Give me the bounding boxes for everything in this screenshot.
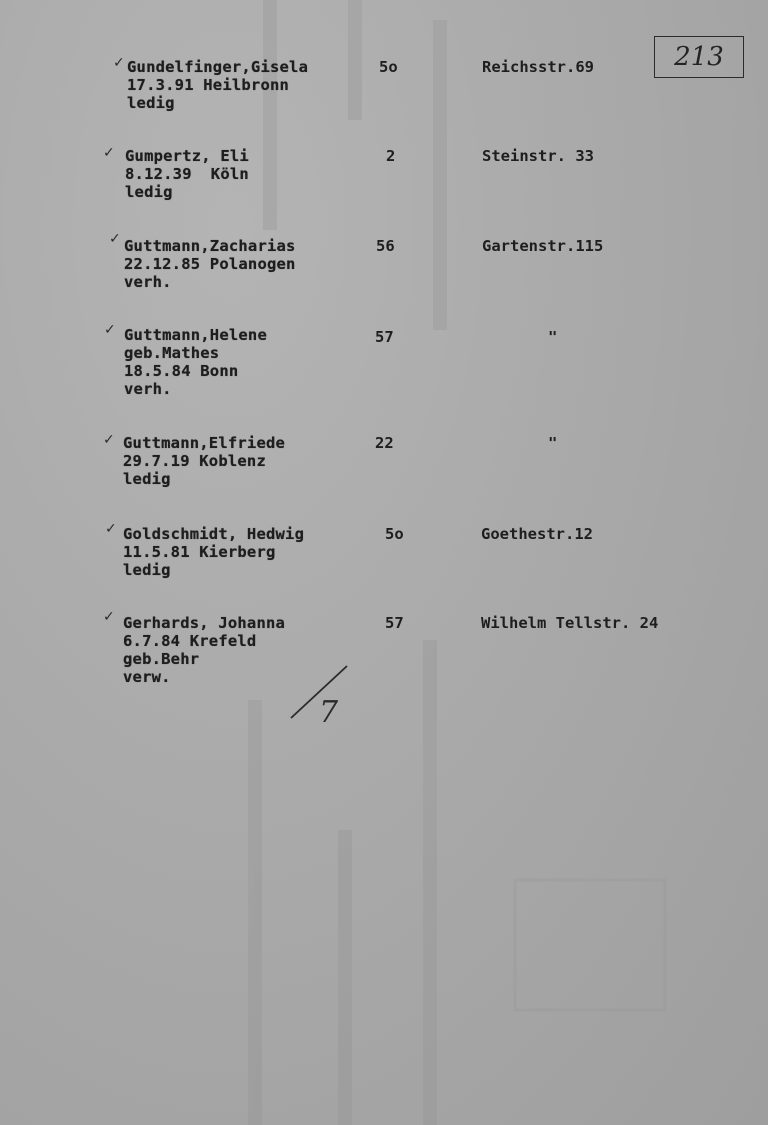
entry-number: 5o xyxy=(379,58,398,76)
person-name: Gerhards, Johanna xyxy=(123,614,286,632)
person-name: Gumpertz, Eli xyxy=(125,147,249,165)
checkmark-icon: ✓ xyxy=(113,55,125,71)
entry-number: 57 xyxy=(375,328,394,346)
address: Steinstr. 33 xyxy=(482,147,594,165)
address: Reichsstr.69 xyxy=(482,58,594,76)
marital-status: verh. xyxy=(124,273,172,291)
address-ditto: " xyxy=(548,328,558,346)
person-name: Guttmann,Helene xyxy=(124,326,267,344)
marital-status: verh. xyxy=(124,380,172,398)
handwritten-total: 7 xyxy=(319,695,339,730)
marital-status: verw. xyxy=(123,668,171,686)
marital-status: ledig xyxy=(123,561,171,579)
checkmark-icon: ✓ xyxy=(103,432,115,448)
birth-info: 6.7.84 Krefeld xyxy=(123,632,257,650)
address: Goethestr.12 xyxy=(481,525,593,543)
birth-info: 8.12.39 Köln xyxy=(125,165,249,183)
birth-info: 29.7.19 Koblenz xyxy=(123,452,266,470)
maiden-name: geb.Mathes xyxy=(124,344,220,362)
person-name: Gundelfinger,Gisela xyxy=(127,58,309,76)
birth-info: 18.5.84 Bonn xyxy=(124,362,239,380)
address: Gartenstr.115 xyxy=(482,237,604,255)
checkmark-icon: ✓ xyxy=(109,231,121,247)
birth-info: 17.3.91 Heilbronn xyxy=(127,76,290,94)
page-number-box: 213 xyxy=(654,36,744,78)
address-ditto: " xyxy=(548,434,558,452)
checkmark-icon: ✓ xyxy=(104,322,116,338)
person-name: Goldschmidt, Hedwig xyxy=(123,525,305,543)
person-name: Guttmann,Zacharias xyxy=(124,237,296,255)
entry-number: 2 xyxy=(386,147,396,165)
checkmark-icon: ✓ xyxy=(103,609,115,625)
birth-info: 11.5.81 Kierberg xyxy=(123,543,276,561)
checkmark-icon: ✓ xyxy=(103,145,115,161)
entry-number: 57 xyxy=(385,614,404,632)
birth-info: 22.12.85 Polanogen xyxy=(124,255,296,273)
handwritten-total-mark xyxy=(285,660,355,730)
person-name: Guttmann,Elfriede xyxy=(123,434,286,452)
marital-status: ledig xyxy=(123,470,171,488)
entry-number: 5o xyxy=(385,525,404,543)
marital-status: ledig xyxy=(127,94,175,112)
marital-status: ledig xyxy=(125,183,173,201)
checkmark-icon: ✓ xyxy=(105,521,117,537)
entry-number: 56 xyxy=(376,237,395,255)
maiden-name: geb.Behr xyxy=(123,650,200,668)
entry-number: 22 xyxy=(375,434,394,452)
address: Wilhelm Tellstr. 24 xyxy=(481,614,659,632)
